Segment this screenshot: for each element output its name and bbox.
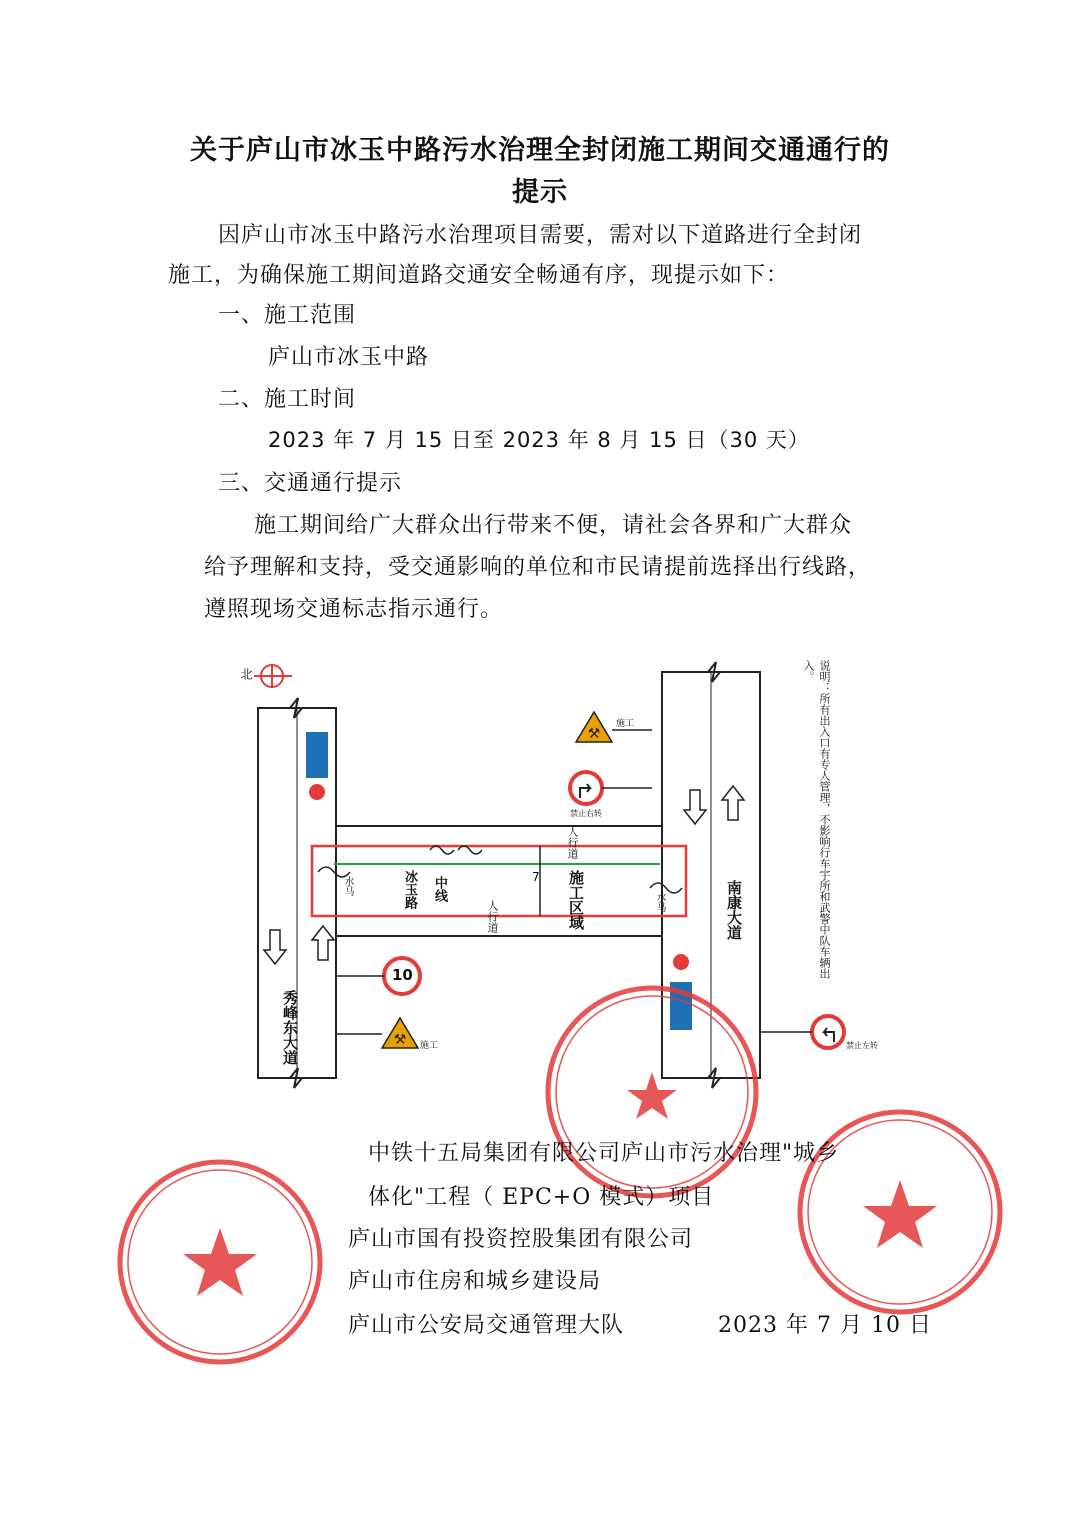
info-sign-left	[306, 732, 328, 778]
intro-paragraph-line1: 因庐山市冰玉中路污水治理项目需要，需对以下道路进行全封闭	[218, 223, 863, 248]
center-road-label: 冰玉路	[402, 870, 417, 909]
barrier-label-right: 水马	[654, 892, 665, 912]
stamp-star-icon	[627, 1072, 677, 1119]
svg-text:⚒: ⚒	[587, 726, 601, 742]
barrier-label-left: 水马	[342, 876, 353, 896]
right-road-label: 南康大道	[725, 880, 743, 940]
signature-org4: 庐山市公安局交通管理大队	[348, 1313, 625, 1338]
centerline-label: 中线	[432, 876, 447, 902]
arrow-up-right-road	[722, 786, 744, 820]
document-title-line2: 提示	[512, 177, 568, 208]
section3-line2: 给予理解和支持，受交通影响的单位和市民请提前选择出行线路，	[204, 555, 872, 580]
stamp-star-icon	[183, 1228, 257, 1296]
width-mark-label: 7	[532, 870, 540, 884]
signature-org2: 庐山市国有投资控股集团有限公司	[348, 1227, 694, 1252]
arrow-up-left-road	[312, 926, 334, 960]
signature-org1-line2: 体化"工程（ EPC+O 模式）项目	[368, 1185, 715, 1210]
diagram-note: 说明：所有出入口有专人管理，不影响行车宇所和武警中队车辆出入。	[802, 660, 831, 979]
signature-date: 2023 年 7 月 10 日	[718, 1313, 932, 1338]
stamp-star-icon	[863, 1180, 937, 1248]
section3-line3: 遵照现场交通标志指示通行。	[204, 597, 504, 622]
arrow-down-right-road	[684, 790, 706, 824]
compass-icon	[254, 664, 292, 688]
section1-content: 庐山市冰玉中路	[268, 345, 430, 370]
sidewalk-label-top: 人行道	[566, 826, 579, 859]
section2-heading: 二、施工时间	[218, 387, 357, 412]
section2-content: 2023 年 7 月 15 日至 2023 年 8 月 15 日（30 天）	[268, 428, 810, 452]
compass-label: 北	[239, 668, 253, 680]
signature-org1-line1: 中铁十五局集团有限公司庐山市污水治理"城乡	[368, 1141, 840, 1166]
left-road-label: 秀峰东大道	[281, 990, 299, 1065]
section3-line1: 施工期间给广大群众出行带来不便，请社会各界和广大群众	[254, 513, 853, 538]
arrow-down-left-road	[264, 930, 286, 964]
svg-text:⚒: ⚒	[393, 1032, 407, 1048]
section3-heading: 三、交通通行提示	[218, 471, 403, 496]
intro-paragraph-line2: 施工，为确保施工期间道路交通安全畅通有序，现提示如下：	[168, 263, 790, 288]
document-title-line1: 关于庐山市冰玉中路污水治理全封闭施工期间交通通行的	[190, 135, 890, 166]
no-right-turn-sign	[570, 772, 652, 804]
warn-sign-label-top: 施工	[616, 719, 635, 729]
section1-heading: 一、施工范围	[218, 303, 357, 328]
stop-disc-right	[673, 954, 689, 970]
no-left-turn-label: 禁止左转	[846, 1041, 878, 1050]
signature-org3: 庐山市住房和城乡建设局	[348, 1269, 602, 1294]
warning-sign-bottom-left	[336, 1018, 418, 1048]
warning-sign-top-right	[576, 712, 652, 742]
warn-sign-label-bottom: 施工	[420, 1041, 439, 1051]
no-right-turn-label: 禁止右转	[570, 809, 602, 818]
construction-zone-label: 施工区域	[567, 870, 585, 930]
stamp-housing-bureau	[120, 1162, 320, 1362]
no-left-turn-sign	[760, 1016, 844, 1048]
speed-limit-value: 10	[392, 966, 413, 984]
stop-disc-left	[309, 784, 325, 800]
sidewalk-label-bottom: 人行道	[486, 900, 499, 933]
